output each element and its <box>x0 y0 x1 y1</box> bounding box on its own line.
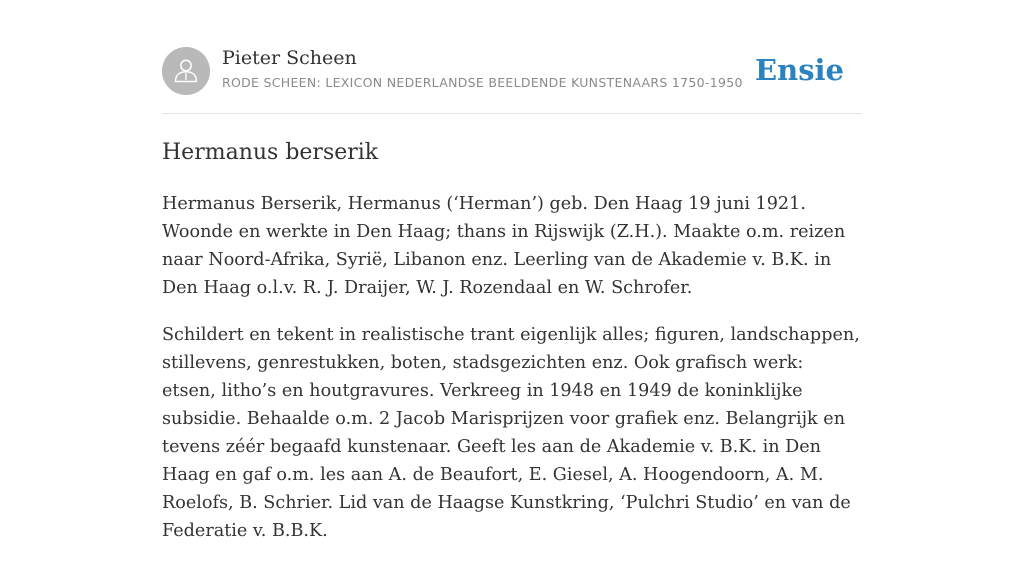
article-paragraph: Schildert en tekent in realistische trant eigenlijk alles; figuren, landschappen, stillevens, genrestukken, boten, stadsgezichten enz. Ook grafisch werk: etsen, litho’s en houtgravures. Verkreeg in 1948 en 1949 de koninklijke subsidie. Behaalde o.m. 2 Jacob Marisprijzen voor grafiek enz. Belangrijk en tevens zéér begaafd kunstenaar. Geeft les aan de Akademie v. B.K. in Den Haag en gaf o.m. les aan A. de Beaufort, E. Giesel, A. Hoogendoorn, A. M. Roelofs, B. Schrier. Lid van de Haagse Kunstkring, ‘Pulchri Studio’ en van de Federatie v. B.B.K. <box>162 325 860 541</box>
article-body <box>162 190 862 564</box>
ensie-logo[interactable]: Ensie <box>755 53 844 87</box>
page-title: Hermanus berserik <box>162 140 379 165</box>
article-paragraph: Hermanus Berserik, Hermanus (‘Herman’) geb. Den Haag 19 juni 1921. Woonde en werkte in Den Haag; thans in Rijswijk (Z.H.). Maakte o.m. reizen naar Noord-Afrika, Syrië, Libanon enz. Leerling van de Akademie v. B.K. in Den Haag o.l.v. R. J. Draijer, W. J. Rozendaal en W. Schrofer. <box>162 194 846 298</box>
user-avatar-icon <box>162 47 210 95</box>
author-avatar[interactable] <box>162 47 210 95</box>
author-header <box>162 0 862 114</box>
page <box>162 0 862 541</box>
source-publication[interactable]: RODE SCHEEN: LEXICON NEDERLANDSE BEELDENDE KUNSTENAARS 1750-1950 <box>222 75 743 90</box>
author-name[interactable]: Pieter Scheen <box>222 47 357 69</box>
